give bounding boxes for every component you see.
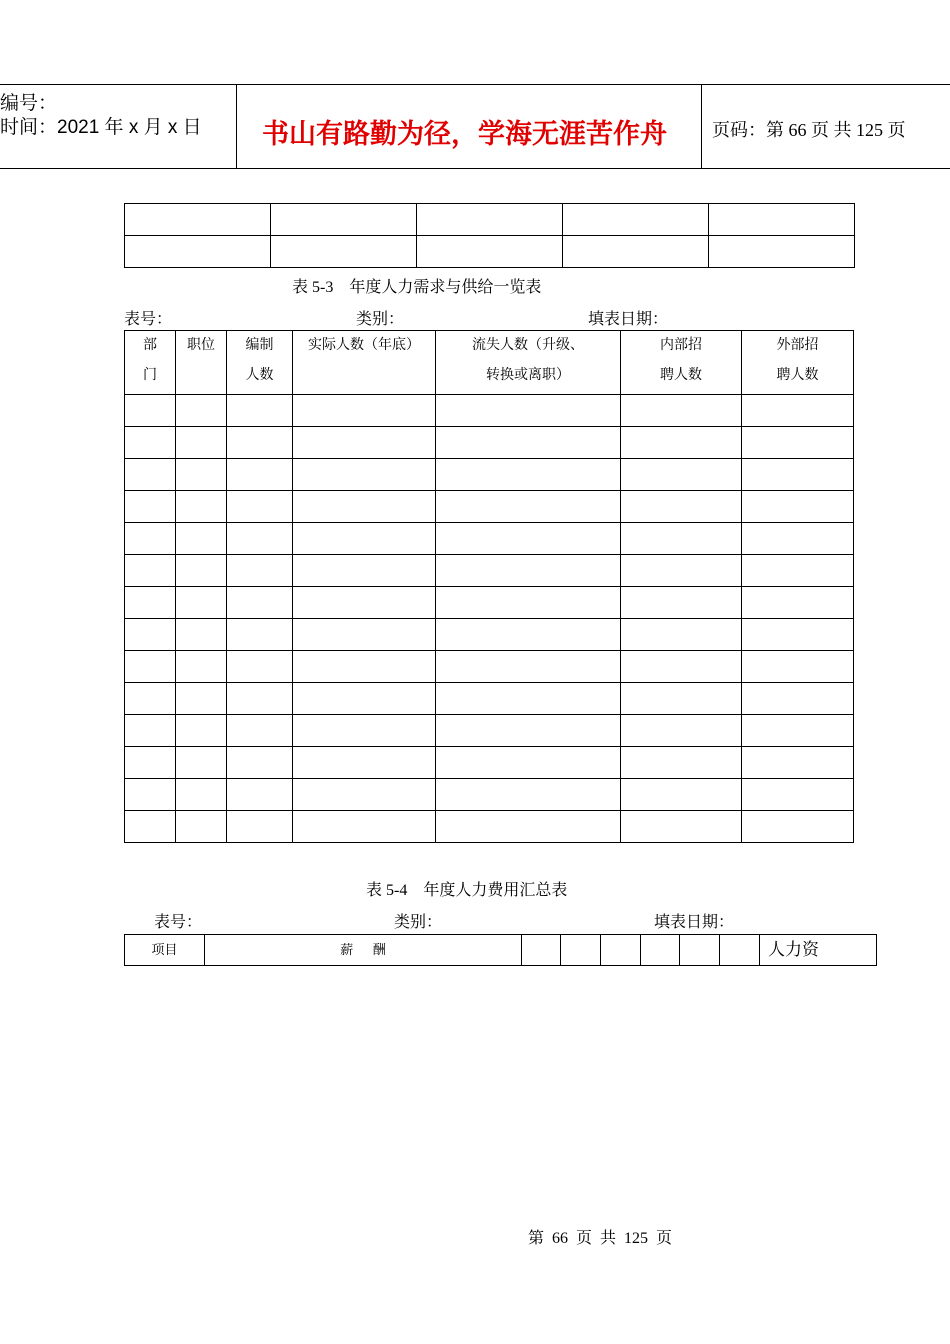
table-row: [125, 587, 854, 619]
table-cell: [293, 587, 436, 619]
table-cell: [176, 779, 227, 811]
table-cell: [227, 651, 293, 683]
table-cell: [125, 683, 176, 715]
table-cell: [436, 811, 621, 843]
table-cell: [176, 715, 227, 747]
table-cell: [742, 619, 854, 651]
table-cell: [641, 935, 680, 966]
header-page-info: 页码：第 66 页 共 125 页: [712, 120, 906, 140]
table-cell: [293, 811, 436, 843]
table-cell: [293, 491, 436, 523]
table-5-4-form-no-label: 表号：: [154, 914, 203, 931]
table-cell: [621, 811, 742, 843]
table-cell: [176, 683, 227, 715]
table-cell: [742, 395, 854, 427]
table-cell: [621, 459, 742, 491]
table-cell: [125, 204, 271, 236]
table-cell: [176, 587, 227, 619]
table-cell: [522, 935, 561, 966]
table-cell: [227, 427, 293, 459]
table-cell: [125, 459, 176, 491]
table-cell: [176, 427, 227, 459]
table-cell: [227, 395, 293, 427]
table-cell: [436, 779, 621, 811]
table-cell: [125, 811, 176, 843]
table-cell: [436, 555, 621, 587]
table-cell: [293, 779, 436, 811]
table-row: [125, 747, 854, 779]
table-cell: [176, 811, 227, 843]
header-time-label: 时间：2021 年 x 月 x 日: [0, 117, 202, 138]
table-cell: [742, 587, 854, 619]
table-cell: [436, 715, 621, 747]
header-divider-right: [701, 84, 702, 169]
table-cell: [436, 587, 621, 619]
table-cell: [709, 204, 855, 236]
table-cell: [621, 619, 742, 651]
table-cell: [417, 236, 563, 268]
table-cell: [720, 935, 760, 966]
table-cell: [293, 523, 436, 555]
table-row: [125, 811, 854, 843]
table-cell: [293, 715, 436, 747]
table-cell: [621, 715, 742, 747]
table-cell: [742, 651, 854, 683]
table-cell: [176, 555, 227, 587]
table-row: [125, 523, 854, 555]
table-cell: [125, 779, 176, 811]
table-cell: [227, 587, 293, 619]
table-5-4: [124, 934, 877, 966]
table-cell: [176, 651, 227, 683]
table-cell: [436, 395, 621, 427]
table-cell: [742, 427, 854, 459]
header-number-label: 编号：: [0, 93, 58, 114]
previous-table-fragment: [124, 203, 855, 268]
table-cell: [293, 459, 436, 491]
table-row: [125, 395, 854, 427]
table-cell: [436, 427, 621, 459]
column-header: 部 门: [125, 331, 176, 395]
table-5-3-form-no-label: 表号：: [124, 311, 173, 328]
table-row: [125, 779, 854, 811]
column-header: 薪 酬: [205, 935, 522, 966]
table-cell: [417, 204, 563, 236]
table-5-4-category-label: 类别：: [394, 914, 443, 931]
header-divider-left: [236, 84, 237, 169]
table-row: [125, 491, 854, 523]
table-cell: [436, 459, 621, 491]
table-cell: [621, 683, 742, 715]
table-cell: [125, 619, 176, 651]
table-cell: [227, 555, 293, 587]
table-cell: [293, 555, 436, 587]
table-cell: [227, 779, 293, 811]
column-header: 项目: [125, 935, 205, 966]
column-header: 编制 人数: [227, 331, 293, 395]
table-cell: [227, 459, 293, 491]
table-cell: [709, 236, 855, 268]
table-cell: [621, 651, 742, 683]
table-cell: [563, 204, 709, 236]
table-cell: [125, 747, 176, 779]
table-cell: [227, 715, 293, 747]
table-cell: [176, 747, 227, 779]
table-cell: [742, 555, 854, 587]
table-cell: [125, 491, 176, 523]
table-row: [125, 619, 854, 651]
table-cell: [621, 523, 742, 555]
header-motto: 书山有路勤为径，学海无涯苦作舟: [262, 119, 667, 150]
table-cell: [125, 587, 176, 619]
table-cell: [621, 587, 742, 619]
column-header: 实际人数（年底）: [293, 331, 436, 395]
table-5-3-body: [125, 395, 854, 843]
footer-page-number: 第 66 页 共 125 页: [528, 1230, 673, 1247]
table-cell: [561, 935, 601, 966]
table-cell: [227, 683, 293, 715]
table-5-3: [124, 330, 854, 843]
table-cell: [227, 523, 293, 555]
table-cell: [742, 683, 854, 715]
table-cell: [621, 555, 742, 587]
table-5-3-category-label: 类别：: [356, 311, 405, 328]
column-header: 内部招 聘人数: [621, 331, 742, 395]
table-cell: [125, 427, 176, 459]
table-cell: [125, 523, 176, 555]
table-row: [125, 651, 854, 683]
table-cell: [621, 491, 742, 523]
table-cell: [227, 747, 293, 779]
table-cell: [436, 683, 621, 715]
table-cell: [293, 395, 436, 427]
table-cell: [176, 395, 227, 427]
table-cell: [621, 747, 742, 779]
table-cell: [436, 491, 621, 523]
table-cell: [293, 683, 436, 715]
table-cell: [125, 236, 271, 268]
table-cell: [742, 491, 854, 523]
table-cell: [176, 491, 227, 523]
table-5-3-caption: 表 5-3 年度人力需求与供给一览表: [292, 279, 542, 296]
table-cell: [742, 715, 854, 747]
table-row: [125, 427, 854, 459]
header-bottom-border: [0, 168, 950, 169]
table-5-4-caption: 表 5-4 年度人力费用汇总表: [366, 882, 568, 899]
table-cell: [293, 651, 436, 683]
table-cell: [742, 523, 854, 555]
table-cell: [271, 236, 417, 268]
table-cell: [621, 395, 742, 427]
table-cell: [271, 204, 417, 236]
table-cell: [293, 747, 436, 779]
table-cell: [293, 427, 436, 459]
table-cell: [125, 651, 176, 683]
table-5-4-date-label: 填表日期：: [654, 914, 735, 931]
table-cell: [176, 523, 227, 555]
table-5-3-date-label: 填表日期：: [588, 311, 669, 328]
column-header: 流失人数（升级、 转换或离职）: [436, 331, 621, 395]
table-cell: [176, 619, 227, 651]
table-cell: [680, 935, 720, 966]
table-header-row: [125, 935, 877, 966]
column-header: 外部招 聘人数: [742, 331, 854, 395]
table-cell: [293, 619, 436, 651]
table-row: [125, 683, 854, 715]
table-cell: [436, 523, 621, 555]
table-cell: [227, 811, 293, 843]
table-cell: [125, 715, 176, 747]
table-cell: [227, 619, 293, 651]
table-cell: [125, 555, 176, 587]
table-cell: [436, 619, 621, 651]
table-cell: [436, 651, 621, 683]
table-cell: [227, 491, 293, 523]
table-row: [125, 715, 854, 747]
table-cell: [563, 236, 709, 268]
table-cell: [621, 779, 742, 811]
header-top-border: [0, 84, 950, 85]
table-cell: [742, 811, 854, 843]
column-header: 职位: [176, 331, 227, 395]
table-row: [125, 459, 854, 491]
table-cell: [742, 459, 854, 491]
table-cell: [125, 395, 176, 427]
table-cell: [601, 935, 641, 966]
table-cell: [742, 779, 854, 811]
table-cell: [436, 747, 621, 779]
table-cell: [742, 747, 854, 779]
table-cell: [176, 459, 227, 491]
column-header: 人力资: [760, 935, 877, 966]
table-row: [125, 555, 854, 587]
table-header-row: [125, 331, 854, 395]
table-cell: [621, 427, 742, 459]
